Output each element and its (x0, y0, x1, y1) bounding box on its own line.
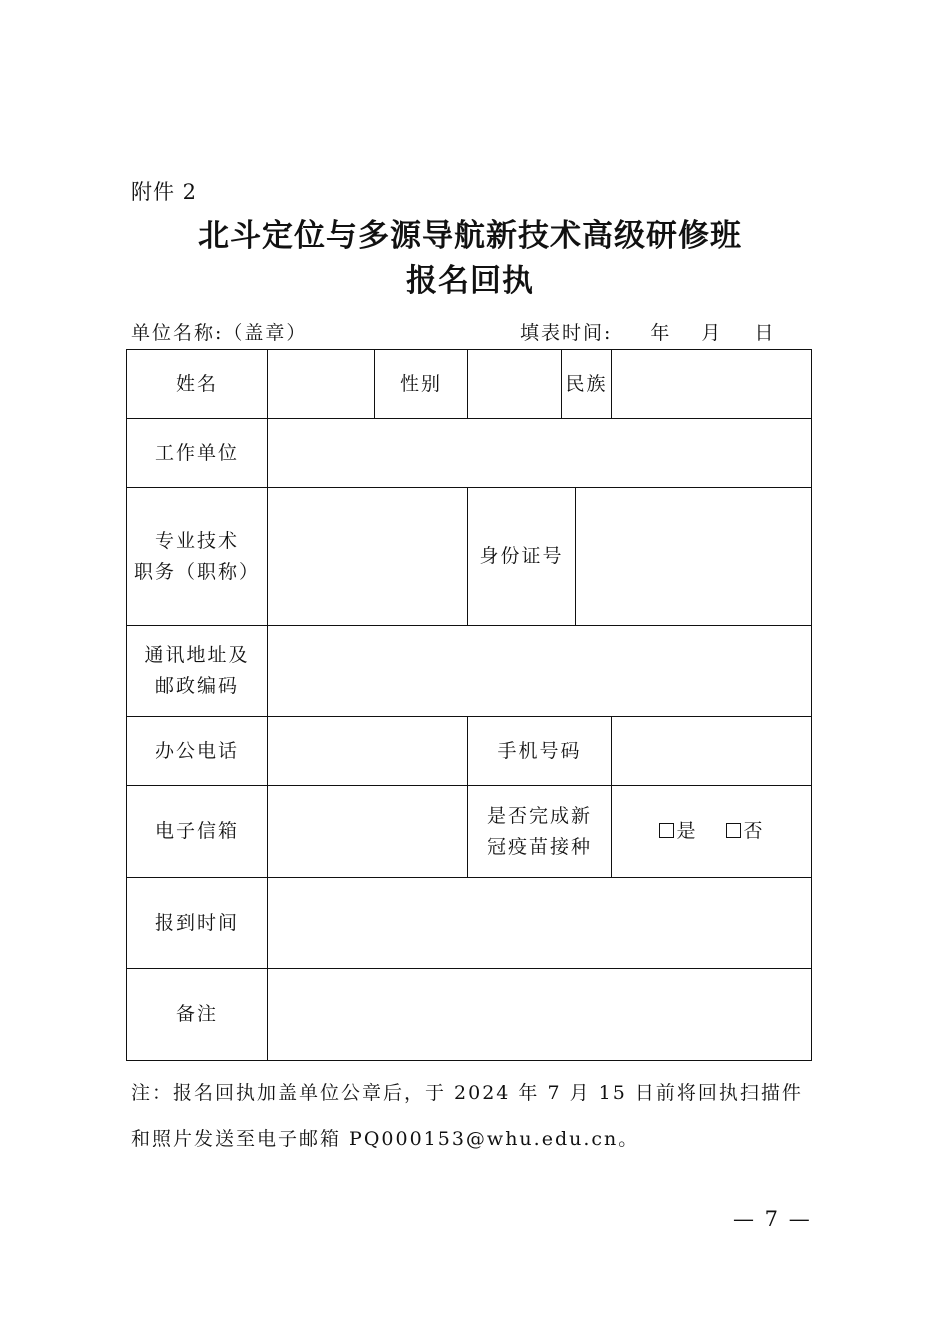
name-label: 姓名 (127, 350, 268, 419)
gender-label: 性别 (375, 350, 468, 419)
no-checkbox[interactable] (726, 823, 741, 838)
row-address (127, 626, 812, 717)
mobile-label: 手机号码 (468, 717, 612, 786)
note-line2: 和照片发送至电子邮箱 PQ000153@whu.edu.cn。 (131, 1128, 640, 1150)
vaccine-yes-option[interactable] (659, 820, 698, 842)
work-unit-field[interactable] (268, 419, 812, 488)
vaccine-label (468, 786, 612, 878)
professional-title-line1: 专业技术 (154, 529, 239, 552)
row-remarks (127, 969, 812, 1061)
email-field[interactable] (268, 786, 468, 878)
name-field[interactable] (268, 350, 375, 419)
ethnicity-label: 民族 (562, 350, 612, 419)
professional-title-line2: 职务（职称） (133, 560, 260, 583)
row-title-id (127, 488, 812, 626)
fill-date-row (520, 318, 775, 345)
vaccine-options (612, 786, 812, 878)
address-line2: 邮政编码 (154, 675, 239, 697)
row-email-vaccine (127, 786, 812, 878)
address-field[interactable] (268, 626, 812, 717)
unit-name-label: 单位名称:（盖章） (131, 322, 308, 344)
row-work-unit (127, 419, 812, 488)
mobile-field[interactable] (612, 717, 812, 786)
document-title-line1: 北斗定位与多源导航新技术高级研修班 (198, 218, 742, 254)
day-label: 日 (754, 322, 776, 344)
month-label: 月 (701, 322, 723, 344)
document-title-line2: 报名回执 (406, 263, 534, 299)
address-line1: 通讯地址及 (144, 644, 250, 666)
registration-form-table (126, 349, 812, 1061)
id-number-label: 身份证号 (468, 488, 576, 626)
note-line1: 注：报名回执加盖单位公章后，于 2024 年 7 月 15 日前将回执扫描件 (131, 1082, 803, 1104)
remarks-label: 备注 (127, 969, 268, 1061)
vaccine-no-option[interactable] (726, 820, 765, 842)
row-phones (127, 717, 812, 786)
row-arrival (127, 878, 812, 969)
arrival-time-field[interactable] (268, 878, 812, 969)
attachment-label: 附件 2 (131, 180, 198, 204)
page-number: — 7 — (733, 1207, 812, 1231)
yes-label: 是 (676, 820, 698, 842)
vaccine-line2: 冠疫苗接种 (487, 835, 593, 858)
gender-field[interactable] (468, 350, 562, 419)
yes-checkbox[interactable] (659, 823, 674, 838)
arrival-time-label: 报到时间 (127, 878, 268, 969)
row-basic-info (127, 350, 812, 419)
remarks-field[interactable] (268, 969, 812, 1061)
ethnicity-field[interactable] (612, 350, 812, 419)
professional-title-label (127, 488, 268, 626)
office-phone-label: 办公电话 (127, 717, 268, 786)
fill-date-label: 填表时间: (520, 322, 613, 344)
no-label: 否 (743, 820, 765, 842)
office-phone-field[interactable] (268, 717, 468, 786)
id-number-field[interactable] (576, 488, 812, 626)
professional-title-field[interactable] (268, 488, 468, 626)
year-label: 年 (650, 322, 672, 344)
work-unit-label: 工作单位 (127, 419, 268, 488)
vaccine-line1: 是否完成新 (487, 804, 593, 827)
address-label (127, 626, 268, 717)
email-label: 电子信箱 (127, 786, 268, 878)
